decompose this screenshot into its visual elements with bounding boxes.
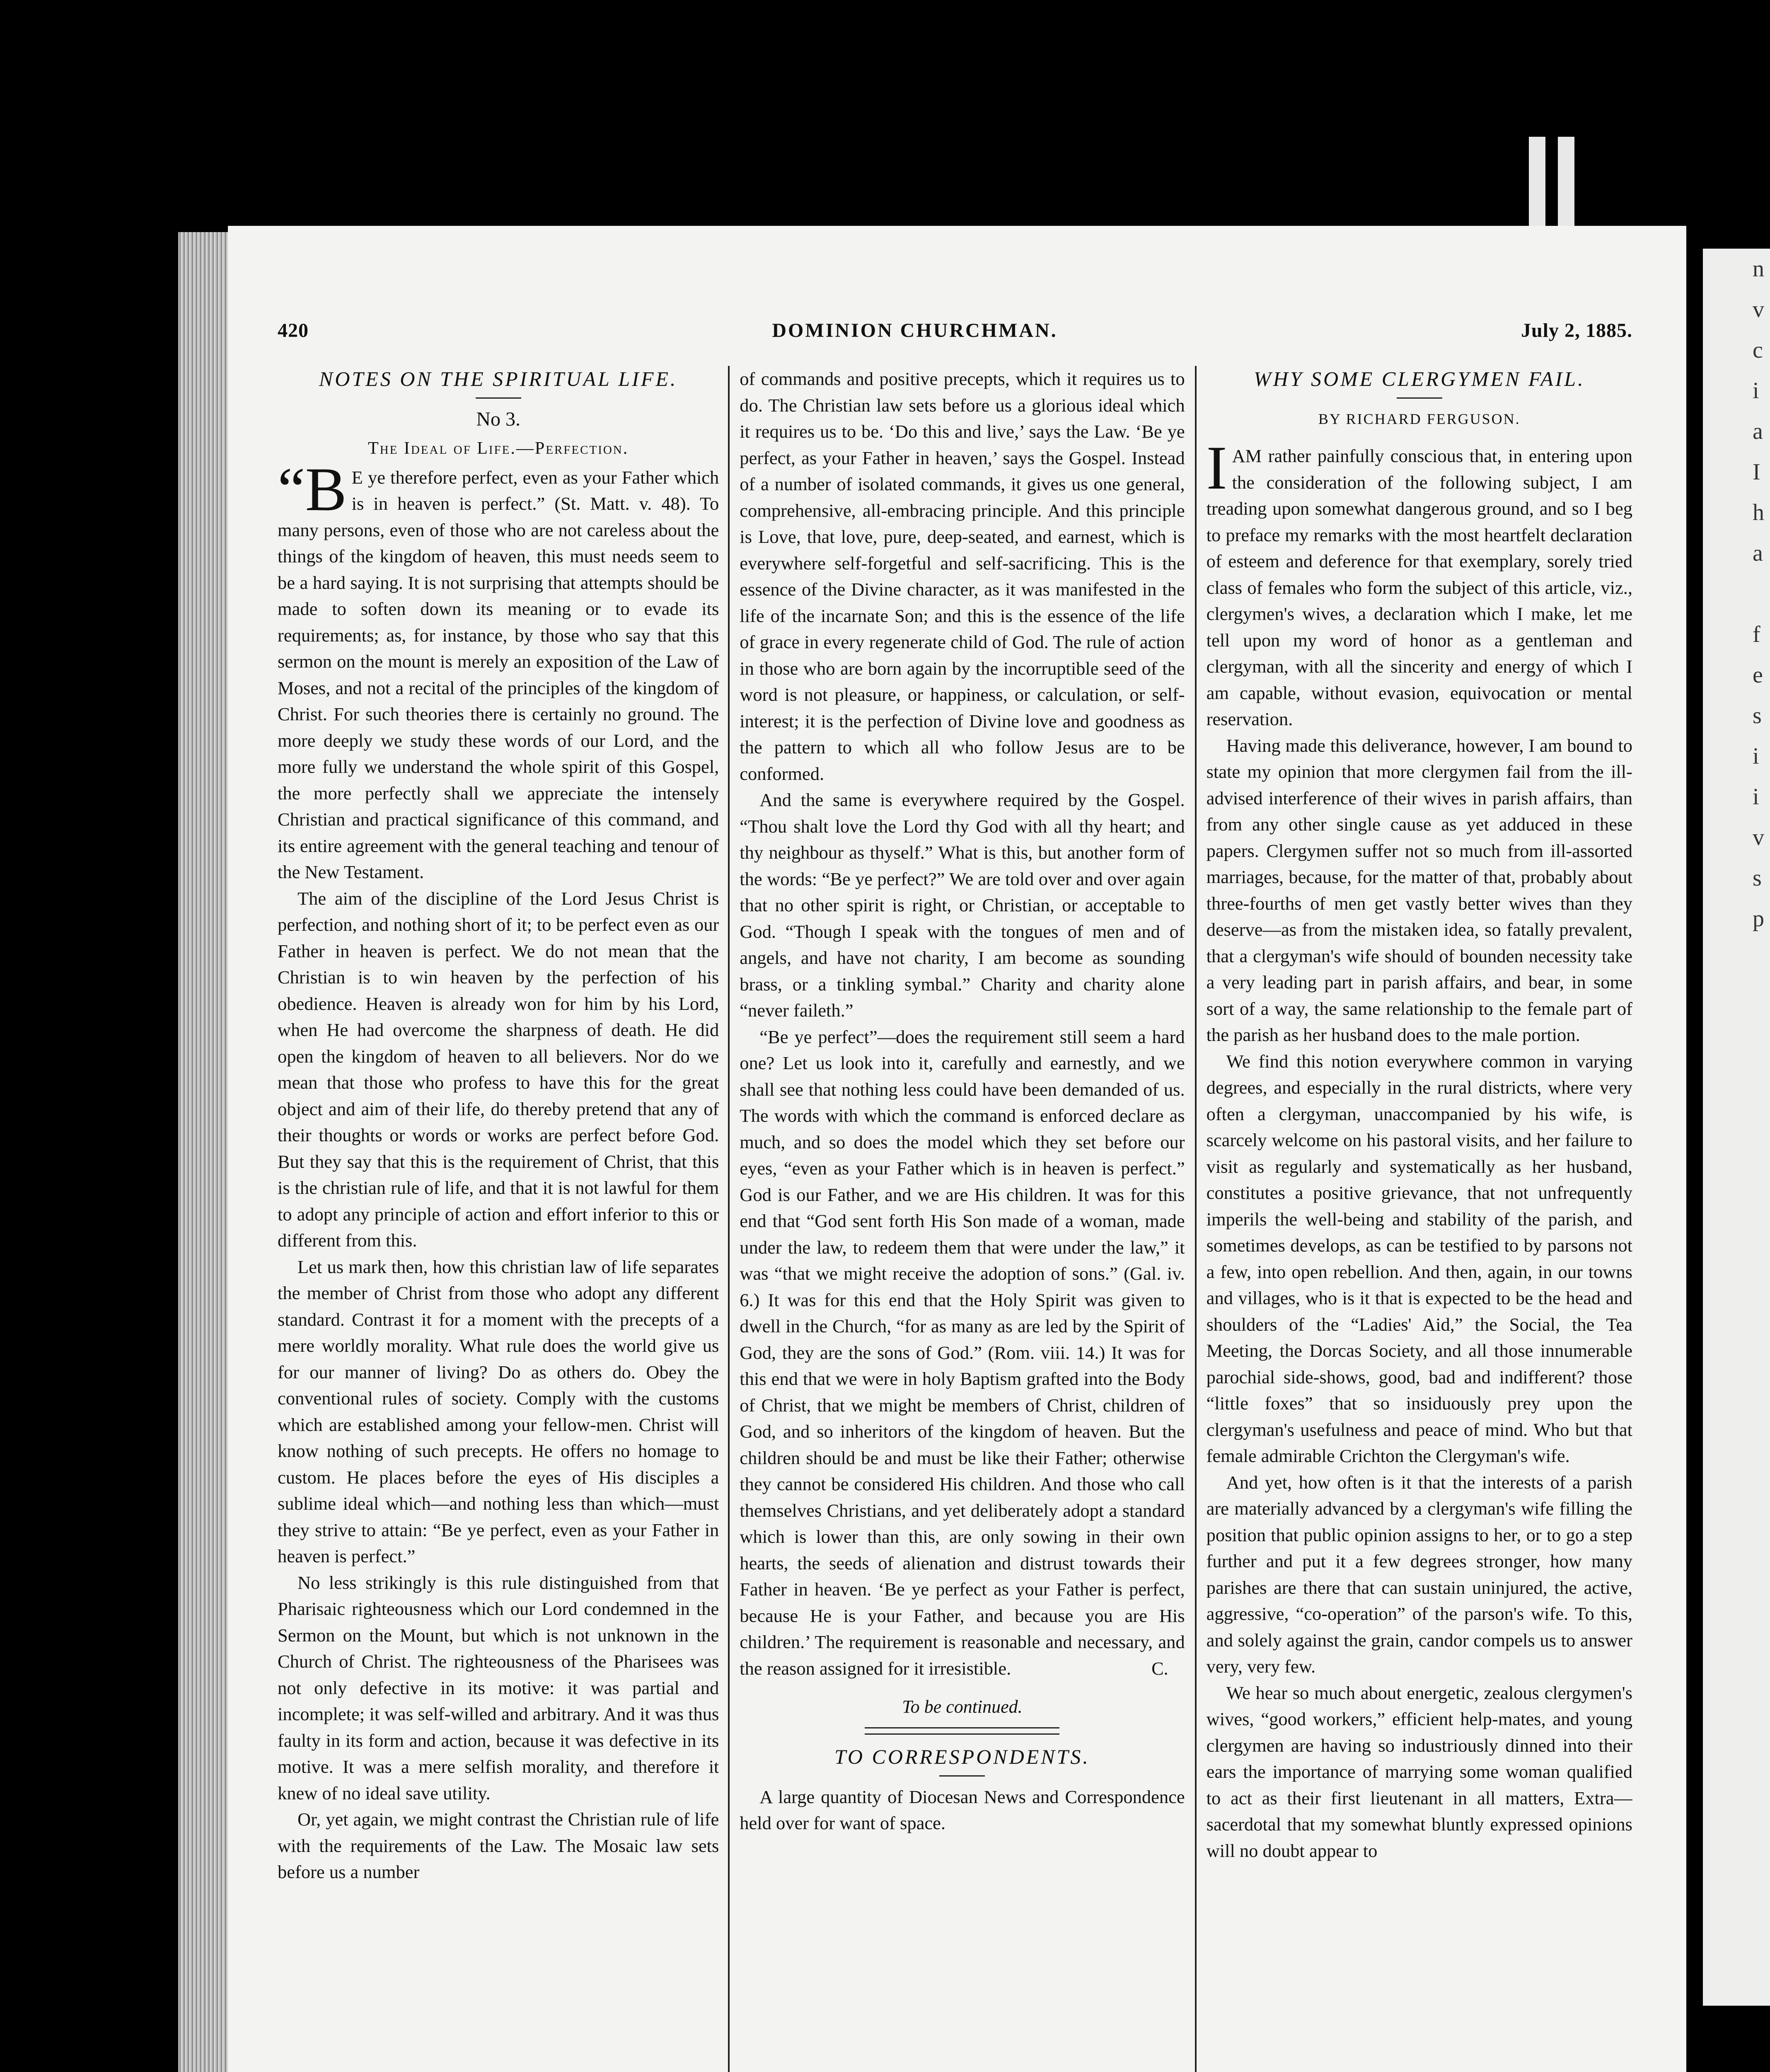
- paragraph: “Be ye perfect”—does the requirement still seem a hard one? Let us look into it, carefully and earnestly, and we shall see that nothing less could have been demanded of us. The words with which the command is enforced declare as much, and so does the model which they set before our eyes, “even as your Father which is in heaven is perfect.” God is our Father, and we are His children. It was for this end that “God sent forth His Son made of a woman, made under the law, to redeem them that were under the law,” it was “that we might receive the adoption of sons.” (Gal. iv. 6.) It was for this end that the Holy Spirit was given to dwell in the Church, “for as many as are led by the Spirit of God, they are the sons of God.” (Rom. viii. 14.) It was for this end that we were in holy Baptism grafted into the Body of Christ, that we might be members of Christ, children of God, and so inheritors of the kingdom of heaven. But the children should be and must be like their Father; otherwise they cannot be considered His children. And those who call themselves Christians, and yet deliberately adopt a standard which is lower than this, are only sowing in their own hearts, the seeds of alienation and distrust towards their Father in heaven. ‘Be ye perfect as your Father is perfect, because He is your Father, and because you are His children.’ The requirement is reasonable and necessary, and the reason assigned for it irresistible.: [740, 1026, 1185, 1679]
- continued-note: To be continued.: [902, 1696, 1023, 1717]
- text-columns: [278, 366, 1632, 2072]
- paragraph: Having made this deliverance, however, I am bound to state my opinion that more clergymen fail from the ill-advised interference of their wives in parish affairs, than from any other single cause as yet adduced in these papers. Clergymen suffer not so much from ill-assorted marriages, because, for the matter of that, probably about three-fourths of men get vastly better wives than they deserve—as from the mistaken idea, so fatally prevalent, that a clergyman's wife should of bounden necessity take a very leading part in parish affairs, and bear, in some sort of a way, the same relationship to the female part of the parish as her husband does to the male portion.: [1206, 735, 1632, 1045]
- facing-page-fragment: [1703, 249, 1770, 2006]
- publication-title: DOMINION CHURCHMAN.: [772, 320, 1058, 341]
- page-number: 420: [278, 320, 309, 341]
- article-byline: BY RICHARD FERGUSON.: [1318, 410, 1521, 427]
- facing-page-letter: e: [1753, 662, 1763, 688]
- book-spine-highlight: [1558, 137, 1574, 232]
- column-2: [730, 366, 1195, 2072]
- book-spine-highlight: [1529, 137, 1545, 232]
- paragraph: No less strikingly is this rule distinguished from that Pharisaic righteousness which our Lord condemned in the Sermon on the Mount, but which is not unknown in the Church of Christ. The righteousness of the Pharisees was not only defective in its motive: it was partial and incomplete; it was self-willed and arbitrary. And it was thus faulty in its form and action, because it was defective in its motive. It was a mere selfish morality, and therefore it knew of no ideal save utility.: [278, 1572, 719, 1803]
- paragraph: [1206, 433, 1632, 733]
- facing-page-letter: n: [1753, 256, 1764, 282]
- article-subheading: The Ideal of Life.—Perfection.: [368, 439, 629, 458]
- paragraph: And the same is everywhere required by the Gospel. “Thou shalt love the Lord thy God with all thy heart; and thy neighbour as thyself.” What is this, but another form of the words: “Be ye perfect?” We are told over and over again that no other spirit is right, or Christian, or acceptable to God. “Though I speak with the tongues of men and of angels, and have not charity, I am become as sounding brass, or a tinkling symbal.” Charity and charity alone “never faileth.”: [740, 789, 1185, 1021]
- facing-page-letter: i: [1753, 378, 1759, 404]
- facing-page-letter: c: [1753, 337, 1763, 363]
- paragraph: A large quantity of Diocesan News and Correspondence held over for want of space.: [740, 1786, 1185, 1833]
- facing-page-letter: i: [1753, 743, 1759, 769]
- facing-page-letter: i: [1753, 784, 1759, 810]
- drop-cap: “B: [278, 455, 347, 524]
- heading-rule: [939, 1775, 985, 1777]
- facing-page-letter: a: [1753, 540, 1763, 566]
- paragraph: The aim of the discipline of the Lord Jesus Christ is perfection, and nothing short of it; to be perfect even as our Father in heaven is perfect. We do not mean that the Christian is to win heaven by the perfection of his obedience. Heaven is already won for him by his Lord, when He had overcome the sharpness of death. He did open the kingdom of heaven to all believers. Nor do we mean that those who profess to have this for the great object and aim of their life, do thereby pretend that any of their thoughts or words or works are perfect before God. But they say that this is the requirement of Christ, that this is the christian rule of life, and that it is not lawful for them to adopt any principle of action and effort inferior to this or different from this.: [278, 888, 719, 1251]
- newspaper-page: [228, 226, 1686, 2072]
- paragraph: Or, yet again, we might contrast the Christian rule of life with the requirements of the Law. The Mosaic law sets before us a number: [278, 1809, 719, 1882]
- facing-page-letter: v: [1753, 297, 1764, 322]
- article-heading-spiritual-life: NOTES ON THE SPIRITUAL LIFE.: [319, 367, 678, 390]
- column-3: [1197, 366, 1632, 2072]
- paragraph: And yet, how often is it that the interests of a parish are materially advanced by a clergyman's wife filling the position that public opinion assigns to her, or to go a step further and put it a few degrees stronger, how many parishes are there that can sustain uninjured, the active, aggressive, “co-operation” of the parson's wife. To this, and solely against the grain, candor compels us to answer very, very few.: [1206, 1472, 1632, 1677]
- article-number: No 3.: [476, 408, 520, 430]
- column-1: [278, 366, 728, 2072]
- paragraph-text: AM rather painfully conscious that, in entering upon the consideration of the following subject, I am treading upon somewhat dangerous ground, and so I beg to preface my remarks with the most heartfelt declaration of esteem and deference for that exemplary, sorely tried class of females who form the subject of this article, viz., clergymen's wives, a declaration which I make, let me tell upon my word of honor as a gentleman and clergyman, with all the sincerity and energy of which I am capable, without evasion, equivocation or mental reservation.: [1206, 445, 1632, 729]
- page-header: [278, 319, 1632, 342]
- facing-page-letter: a: [1753, 419, 1763, 444]
- facing-page-letter: f: [1753, 622, 1760, 647]
- article-heading-correspondents: TO CORRESPONDENTS.: [834, 1745, 1090, 1768]
- facing-page-letter: h: [1753, 500, 1764, 525]
- facing-page-letter: v: [1753, 825, 1764, 850]
- facing-page-letter: I: [1753, 459, 1760, 485]
- paragraph: [278, 455, 719, 886]
- facing-page-letter: [1703, 574, 1770, 614]
- paragraph: We hear so much about energetic, zealous clergymen's wives, “good workers,” efficient help-mates, and young clergymen are having so industriously dinned into their ears the importance of marrying some woman qualified to act as their first lieutenant in all matters, Extra—sacerdotal that my somewhat bluntly expressed opinions will no doubt appear to: [1206, 1682, 1632, 1861]
- drop-cap: I: [1206, 433, 1227, 502]
- paragraph: We find this notion everywhere common in varying degrees, and especially in the rural districts, where very often a clergyman, unaccompanied by his wife, is scarcely welcome on his pastoral visits, and her failure to visit as regularly and systematically as her husband, constitutes a positive grievance, that not unfrequently imperils the well-being and stability of the parish, and sometimes develops, as can be testified to by parsons not a few, into open rebellion. And then, again, in our towns and villages, who is it that is expected to be the head and shoulders of the “Ladies' Aid,” the Social, the Tea Meeting, the Dorcas Society, and all those innumerable parochial side-shows, good, bad and indifferent? those “little foxes” that so insiduously prey upon the clergyman's usefulness and peace of mind. Who but that female admirable Crichton the Clergyman's wife.: [1206, 1051, 1632, 1466]
- section-divider: [865, 1727, 1059, 1735]
- paragraph: Let us mark then, how this christian law of life separates the member of Christ from those who adopt any different standard. Contrast it for a moment with the precepts of a mere worldly morality. What rule does the world give us for our manner of living? Do as others do. Obey the conventional rules of society. Comply with the customs which are established among your fellow-men. Christ will know nothing of such precepts. He offers no homage to custom. He places before the eyes of His disciples a sublime ideal which—and nothing less than which—must they strive to attain: “Be ye perfect, even as your Father in heaven is perfect.”: [278, 1256, 719, 1566]
- heading-rule: [476, 397, 521, 399]
- issue-date: July 2, 1885.: [1521, 320, 1632, 341]
- paragraph-text: E ye therefore perfect, even as your Father which is in heaven is perfect.” (St. Matt. v. 48). To many persons, even of those who are not careless about the things of the kingdom of heaven, this must needs seem to be a hard saying. It is not surprising that attempts should be made to soften down its meaning or to evade its requirements; as, for instance, by those who say that this sermon on the mount is merely an exposition of the Law of Moses, and not a recital of the principles of the kingdom of Christ. For such theories there is certainly no ground. The more deeply we study these words of our Lord, and the more fully we understand the whole spirit of this Gospel, the more perfectly shall we appreciate the intensely Christian and practical significance of this command, and its entire agreement with the general teaching and tenour of the New Testament.: [278, 467, 719, 882]
- paragraph: of commands and positive precepts, which it requires us to do. The Christian law sets before us a glorious ideal which it requires us to be. ‘Do this and live,’ says the Law. ‘Be ye perfect, as your Father in heaven,’ says the Gospel. Instead of a number of isolated commands, it gives us one general, comprehensive, all-embracing principle. And this principle is Love, that love, pure, deep-seated, and earnest, which is everywhere self-forgetful and self-sacrificing. This is the essence of the Divine character, as it was manifested in the life of the incarnate Son; and this is the essence of the life of grace in every regenerate child of God. The rule of action in those who are born again by the incorruptible seed of the word is not pleasure, or happiness, or calculation, or self-interest; it is the perfection of Divine love and goodness as the pattern to which all who follow Jesus are to be conformed.: [740, 368, 1185, 784]
- facing-page-letter: p: [1753, 906, 1764, 932]
- page-stack-edge: [178, 232, 228, 2072]
- facing-page-letter: s: [1753, 865, 1762, 891]
- facing-page-letter: s: [1753, 703, 1762, 729]
- author-initial: C.: [1151, 1658, 1168, 1679]
- heading-rule: [1397, 397, 1442, 399]
- article-heading-clergymen: WHY SOME CLERGYMEN FAIL.: [1253, 367, 1585, 390]
